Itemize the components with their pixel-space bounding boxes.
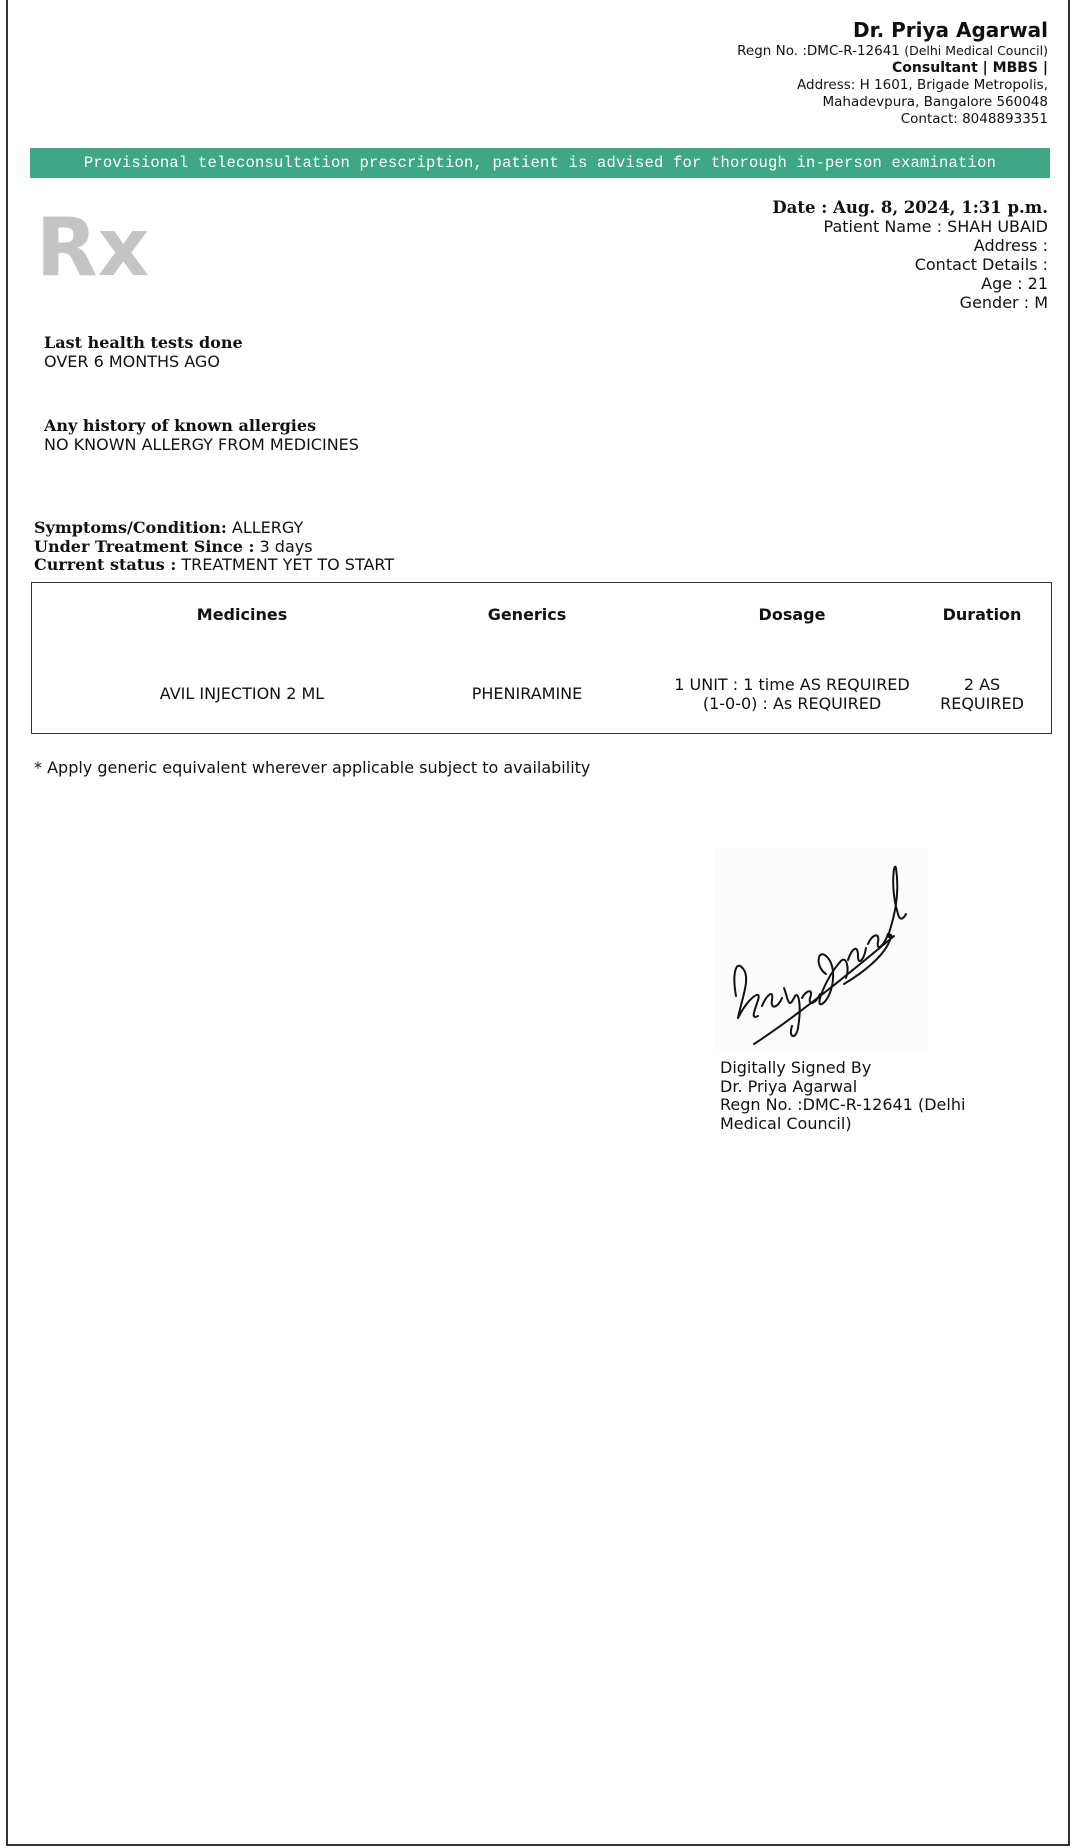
prescription-date: Date : Aug. 8, 2024, 1:31 p.m.: [772, 198, 1048, 217]
patient-gender: Gender : M: [959, 293, 1048, 312]
current-status-label: Current status :: [34, 555, 177, 574]
health-tests-label: Last health tests done: [44, 333, 243, 352]
sig-stroke-g: [819, 954, 848, 1004]
generic-footnote: * Apply generic equivalent wherever applicable subject to availability: [34, 758, 591, 777]
handwritten-signature: [714, 848, 928, 1050]
signed-by-label: Digitally Signed By: [720, 1058, 872, 1077]
patient-age: Age : 21: [981, 274, 1048, 293]
patient-details: [772, 198, 1048, 312]
symptoms-value: ALLERGY: [226, 518, 304, 537]
header-medicines: Medicines: [196, 605, 288, 624]
treatment-since-line: [34, 538, 394, 557]
sig-stroke-l: [888, 867, 906, 936]
signed-by-council: Medical Council): [720, 1113, 852, 1133]
sig-stroke-w: [868, 934, 888, 947]
teleconsultation-banner: Provisional teleconsultation prescription, patient is advised for thorough in-person examination: [30, 148, 1050, 178]
patient-contact: Contact Details :: [914, 255, 1048, 274]
allergies-value: NO KNOWN ALLERGY FROM MEDICINES: [44, 435, 359, 454]
doctor-address-line2: Mahadevpura, Bangalore 560048: [822, 94, 1048, 110]
cell-medicine: AVIL INJECTION 2 ML: [159, 684, 325, 703]
doctor-name: Dr. Priya Agarwal: [852, 18, 1048, 42]
health-tests-section: [44, 333, 243, 371]
signed-by-regn: Regn No. :DMC-R-12641 (Delhi: [720, 1095, 966, 1114]
sig-tail: [844, 940, 890, 984]
doctor-header: [737, 18, 1048, 128]
patient-address: Address :: [973, 236, 1048, 255]
doctor-contact: Contact: 8048893351: [900, 111, 1048, 127]
current-status-value: TREATMENT YET TO START: [176, 555, 395, 574]
signature-image: [714, 848, 928, 1050]
current-status-line: [34, 556, 394, 575]
condition-section: [34, 519, 394, 575]
cell-dosage: [632, 675, 952, 713]
prescription-page: [6, 0, 1070, 1846]
allergies-label: Any history of known allergies: [44, 416, 317, 435]
duration-line1: 2 AS: [963, 675, 1001, 694]
sig-stroke-y: [784, 988, 800, 1036]
regn-number: Regn No. :DMC-R-12641: [737, 43, 905, 59]
allergies-section: [44, 416, 359, 454]
medicines-table: [31, 582, 1052, 734]
header-dosage: Dosage: [758, 605, 826, 624]
sig-stroke-r: [762, 994, 782, 1007]
doctor-address-line1: Address: H 1601, Brigade Metropolis,: [797, 77, 1048, 93]
symptoms-label: Symptoms/Condition:: [34, 518, 227, 537]
dosage-line1: 1 UNIT : 1 time AS REQUIRED: [674, 675, 910, 694]
digital-signature-text: [720, 1059, 1020, 1133]
treatment-since-label: Under Treatment Since :: [34, 536, 255, 556]
regn-council: (Delhi Medical Council): [904, 43, 1048, 58]
doctor-regn: [737, 42, 1048, 60]
symptoms-line: [34, 519, 394, 538]
sig-stroke-p: [734, 966, 758, 1018]
sig-dot: [888, 934, 893, 939]
sig-stroke-ar: [848, 948, 866, 961]
cell-duration: [912, 675, 1052, 713]
dosage-line2: (1-0-0) : As REQUIRED: [702, 694, 882, 713]
doctor-qualification: Consultant | MBBS |: [892, 60, 1048, 76]
duration-line2: REQUIRED: [940, 694, 1024, 713]
treatment-since-value: 3 days: [254, 536, 313, 556]
header-generics: Generics: [487, 605, 567, 624]
header-duration: Duration: [942, 605, 1022, 624]
cell-generic: PHENIRAMINE: [471, 684, 583, 703]
rx-mark: Rx: [36, 201, 150, 294]
health-tests-value: OVER 6 MONTHS AGO: [44, 352, 220, 371]
signed-by-name: Dr. Priya Agarwal: [720, 1076, 858, 1096]
patient-name: Patient Name : SHAH UBAID: [823, 217, 1048, 236]
